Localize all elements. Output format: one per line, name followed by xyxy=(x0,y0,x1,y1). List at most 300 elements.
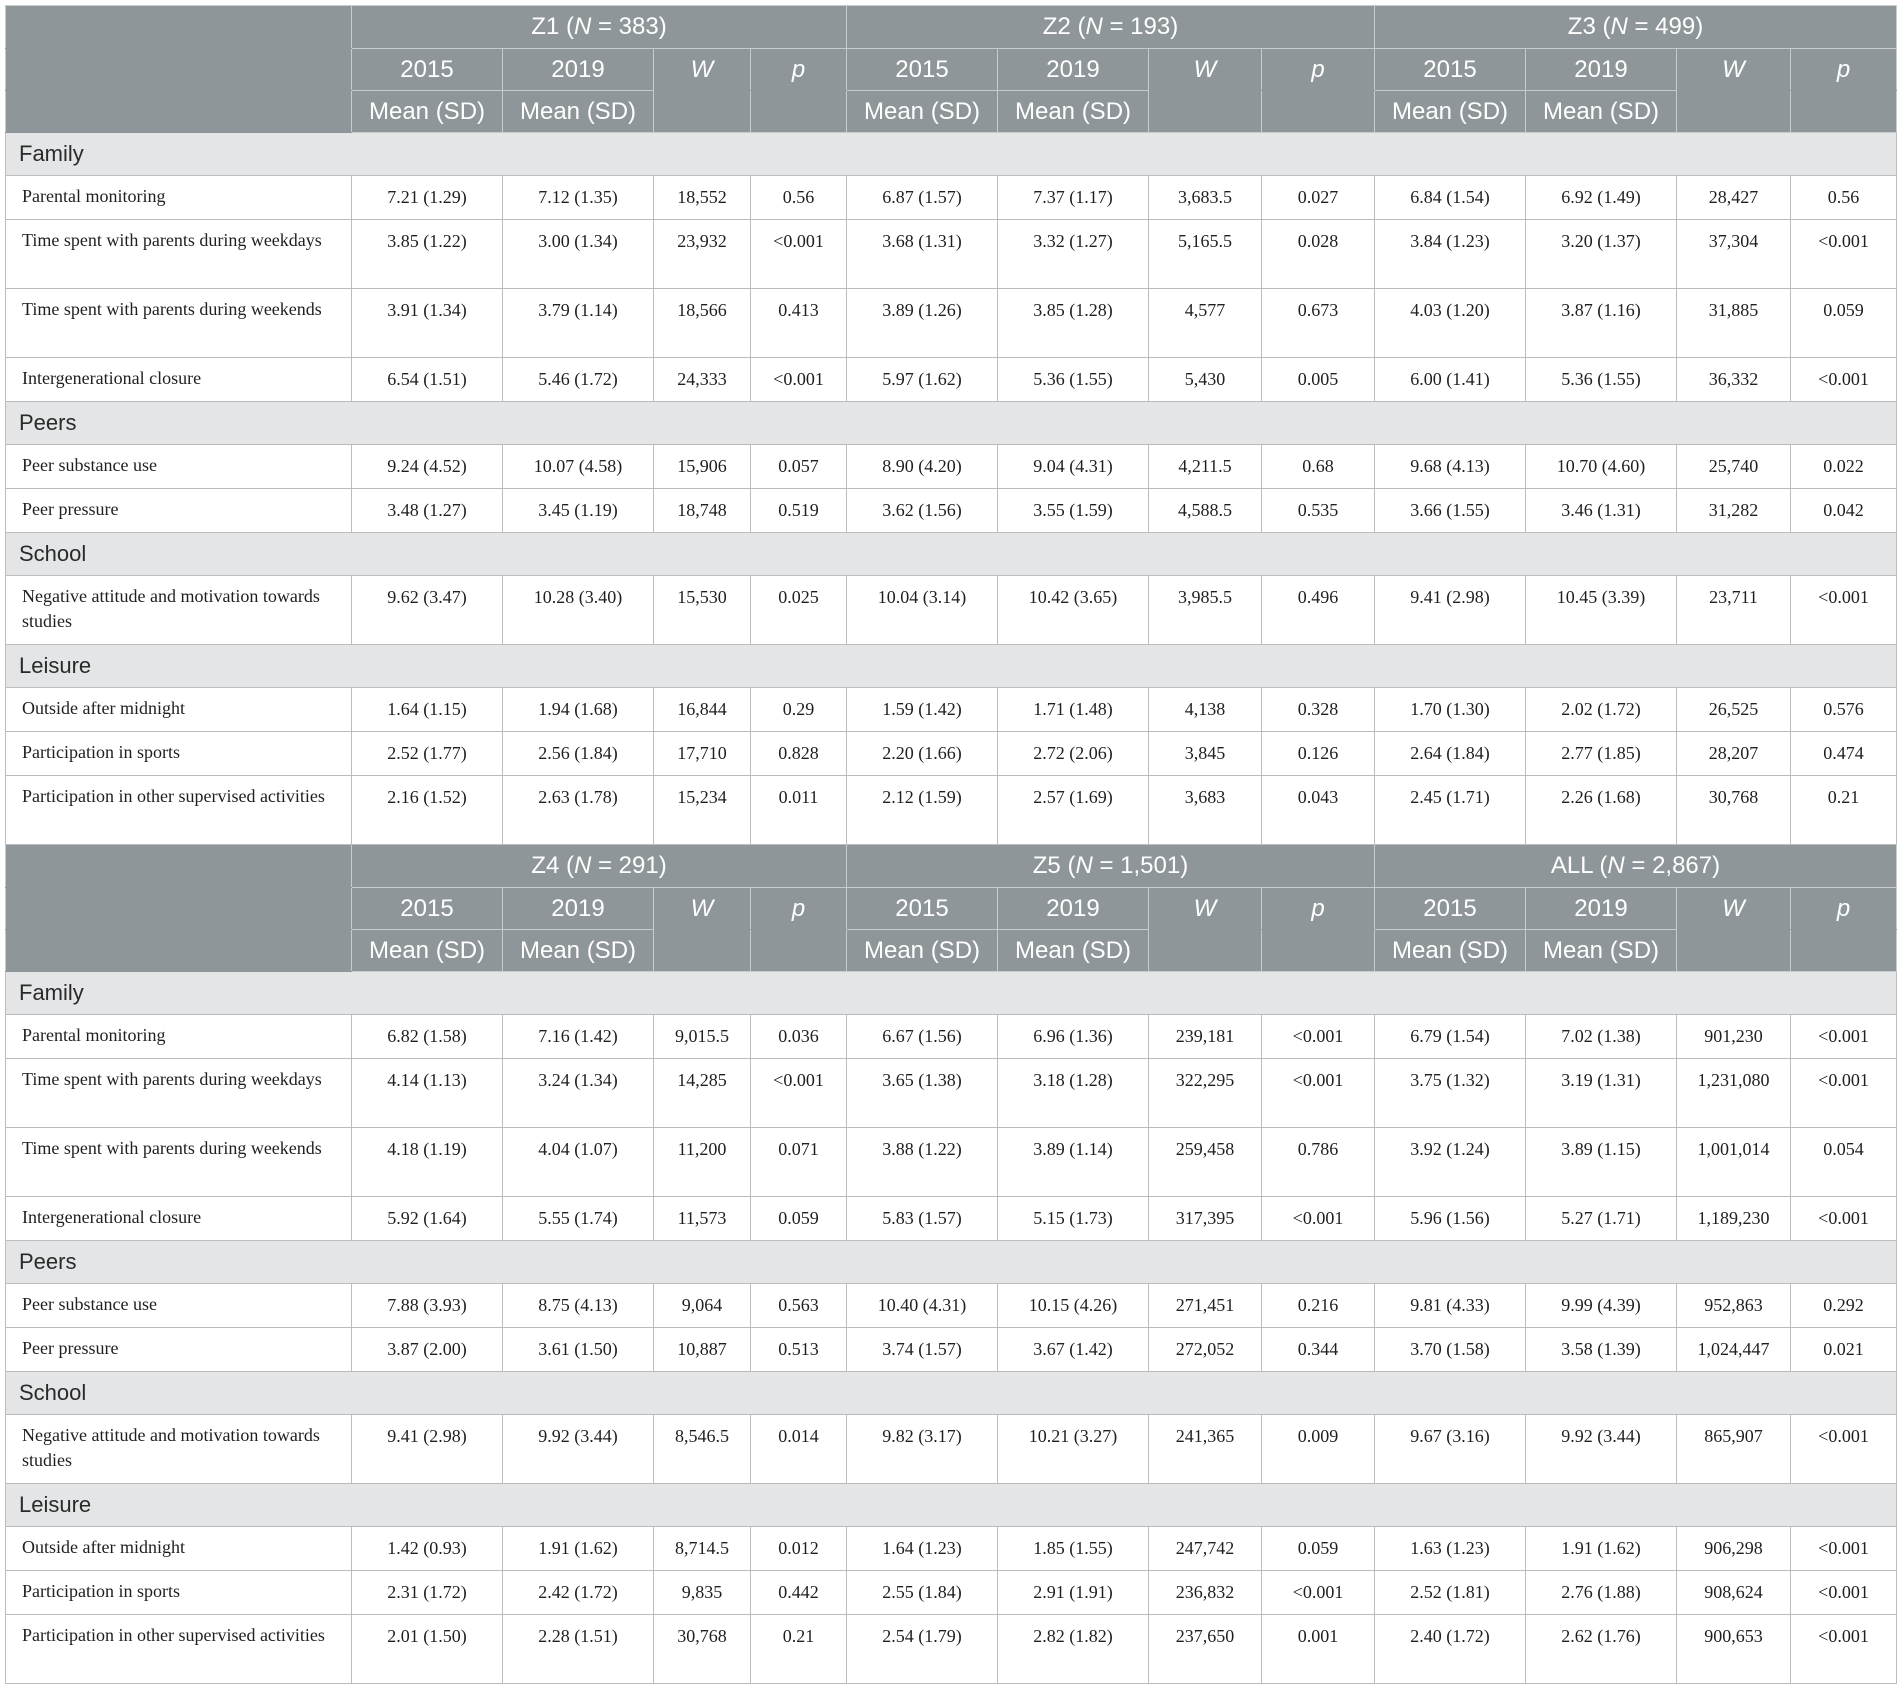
section-title: Family xyxy=(6,133,1897,176)
mean-2019-cell: 2.72 (2.06) xyxy=(998,732,1149,776)
w-value-cell: 908,624 xyxy=(1677,1571,1791,1615)
mean-2015-cell: 7.21 (1.29) xyxy=(352,176,503,220)
mean-2015-cell: 8.90 (4.20) xyxy=(847,445,998,489)
year-header-row xyxy=(6,888,1897,930)
p-value-cell: 0.29 xyxy=(751,688,847,732)
w-value-cell: 3,985.5 xyxy=(1149,576,1262,645)
group-name: Z4 xyxy=(531,852,560,879)
mean-sd-header: Mean (SD) xyxy=(847,930,998,972)
mean-2019-cell: 3.85 (1.28) xyxy=(998,289,1149,358)
w-value-cell: 15,234 xyxy=(654,776,751,845)
year-2015-header xyxy=(352,49,503,91)
w-value-cell: 23,932 xyxy=(654,220,751,289)
table-row xyxy=(6,1197,1897,1241)
mean-2019-cell: 3.89 (1.15) xyxy=(1526,1128,1677,1197)
mean-2015-cell: 1.42 (0.93) xyxy=(352,1527,503,1571)
w-value-cell: 317,395 xyxy=(1149,1197,1262,1241)
mean-2015-cell: 6.82 (1.58) xyxy=(352,1015,503,1059)
p-value-cell: 0.576 xyxy=(1791,688,1897,732)
mean-2015-cell: 1.70 (1.30) xyxy=(1375,688,1526,732)
row-label: Time spent with parents during weekdays xyxy=(6,1059,352,1128)
empty-header-cell xyxy=(751,930,847,972)
w-value-cell: 4,211.5 xyxy=(1149,445,1262,489)
group-sample-size: 1,501 xyxy=(1120,852,1181,879)
row-label: Intergenerational closure xyxy=(6,358,352,402)
p-value-header-text: p xyxy=(791,55,806,83)
w-value-cell: 900,653 xyxy=(1677,1615,1791,1684)
w-value-cell: 1,001,014 xyxy=(1677,1128,1791,1197)
mean-2015-cell: 2.20 (1.66) xyxy=(847,732,998,776)
empty-header-cell xyxy=(1262,930,1375,972)
w-value-cell: 18,748 xyxy=(654,489,751,533)
p-value-cell: <0.001 xyxy=(1262,1571,1375,1615)
statistics-table xyxy=(5,5,1897,1684)
mean-sd-header: Mean (SD) xyxy=(1375,91,1526,133)
section-title: School xyxy=(6,1372,1897,1415)
w-value-cell: 239,181 xyxy=(1149,1015,1262,1059)
p-value-cell: 0.496 xyxy=(1262,576,1375,645)
empty-header-cell xyxy=(1149,930,1262,972)
p-value-cell: <0.001 xyxy=(1791,1415,1897,1484)
mean-2019-cell: 2.28 (1.51) xyxy=(503,1615,654,1684)
mean-sd-header: Mean (SD) xyxy=(1526,930,1677,972)
mean-2015-cell: 2.12 (1.59) xyxy=(847,776,998,845)
mean-2019-cell: 3.87 (1.16) xyxy=(1526,289,1677,358)
section-row-peers xyxy=(6,402,1897,445)
p-value-header-text: p xyxy=(1311,55,1325,83)
row-label: Time spent with parents during weekends xyxy=(6,1128,352,1197)
w-value-cell: 14,285 xyxy=(654,1059,751,1128)
mean-2015-cell: 2.55 (1.84) xyxy=(847,1571,998,1615)
w-value-cell: 3,683.5 xyxy=(1149,176,1262,220)
mean-2015-cell: 1.59 (1.42) xyxy=(847,688,998,732)
empty-header-cell xyxy=(1791,930,1897,972)
p-value-cell: <0.001 xyxy=(1791,220,1897,289)
table-row xyxy=(6,1527,1897,1571)
mean-2019-cell: 2.57 (1.69) xyxy=(998,776,1149,845)
mean-2019-cell: 3.55 (1.59) xyxy=(998,489,1149,533)
w-value-cell: 901,230 xyxy=(1677,1015,1791,1059)
p-value-header-text: p xyxy=(1836,894,1851,922)
group-header-row xyxy=(6,845,1897,888)
mean-2015-cell: 6.84 (1.54) xyxy=(1375,176,1526,220)
group-sample-size: 2,867 xyxy=(1652,852,1713,879)
table-row xyxy=(6,489,1897,533)
p-value-cell: <0.001 xyxy=(1791,1527,1897,1571)
w-value-cell: 15,530 xyxy=(654,576,751,645)
p-value-cell: 0.673 xyxy=(1262,289,1375,358)
year-2015-header xyxy=(1375,888,1526,930)
mean-2019-cell: 3.20 (1.37) xyxy=(1526,220,1677,289)
w-value-cell: 30,768 xyxy=(1677,776,1791,845)
year-2019-header-text: 2019 xyxy=(551,55,605,83)
empty-header-cell xyxy=(1262,91,1375,133)
p-value-header xyxy=(1262,49,1375,91)
mean-2019-cell: 3.58 (1.39) xyxy=(1526,1328,1677,1372)
header-corner-cell xyxy=(6,49,352,91)
mean-2015-cell: 10.40 (4.31) xyxy=(847,1284,998,1328)
mean-2019-cell: 3.32 (1.27) xyxy=(998,220,1149,289)
mean-2019-cell: 2.76 (1.88) xyxy=(1526,1571,1677,1615)
year-2019-header-text: 2019 xyxy=(1046,55,1100,83)
row-label: Participation in other supervised activities xyxy=(6,776,352,845)
mean-2015-cell: 9.67 (3.16) xyxy=(1375,1415,1526,1484)
p-value-cell: 0.442 xyxy=(751,1571,847,1615)
w-value-cell: 271,451 xyxy=(1149,1284,1262,1328)
mean-2015-cell: 3.75 (1.32) xyxy=(1375,1059,1526,1128)
section-row-leisure xyxy=(6,1484,1897,1527)
mean-2019-cell: 3.79 (1.14) xyxy=(503,289,654,358)
w-value-cell: 9,015.5 xyxy=(654,1015,751,1059)
year-2019-header xyxy=(998,888,1149,930)
p-value-cell: <0.001 xyxy=(1791,576,1897,645)
p-value-header-text: p xyxy=(1836,55,1851,83)
mean-sd-header: Mean (SD) xyxy=(1375,930,1526,972)
mean-2015-cell: 9.82 (3.17) xyxy=(847,1415,998,1484)
mean-2019-cell: 3.18 (1.28) xyxy=(998,1059,1149,1128)
header-corner-cell xyxy=(6,6,352,49)
p-value-cell: 0.68 xyxy=(1262,445,1375,489)
mean-2015-cell: 5.96 (1.56) xyxy=(1375,1197,1526,1241)
mean-2019-cell: 1.71 (1.48) xyxy=(998,688,1149,732)
p-value-cell: 0.328 xyxy=(1262,688,1375,732)
mean-2015-cell: 9.41 (2.98) xyxy=(1375,576,1526,645)
group-name: ALL xyxy=(1550,852,1593,879)
mean-2015-cell: 5.92 (1.64) xyxy=(352,1197,503,1241)
w-value-cell: 11,200 xyxy=(654,1128,751,1197)
mean-2019-cell: 2.26 (1.68) xyxy=(1526,776,1677,845)
w-value-cell: 247,742 xyxy=(1149,1527,1262,1571)
mean-2019-cell: 1.91 (1.62) xyxy=(1526,1527,1677,1571)
mean-2015-cell: 2.45 (1.71) xyxy=(1375,776,1526,845)
mean-2015-cell: 3.84 (1.23) xyxy=(1375,220,1526,289)
w-value-cell: 952,863 xyxy=(1677,1284,1791,1328)
w-value-cell: 10,887 xyxy=(654,1328,751,1372)
w-value-cell: 865,907 xyxy=(1677,1415,1791,1484)
mean-2015-cell: 3.70 (1.58) xyxy=(1375,1328,1526,1372)
mean-2019-cell: 7.02 (1.38) xyxy=(1526,1015,1677,1059)
mean-2015-cell: 3.62 (1.56) xyxy=(847,489,998,533)
w-value-cell: 18,566 xyxy=(654,289,751,358)
p-value-cell: 0.005 xyxy=(1262,358,1375,402)
mean-2019-cell: 3.61 (1.50) xyxy=(503,1328,654,1372)
year-2015-header-text: 2015 xyxy=(1423,55,1477,83)
w-statistic-header xyxy=(1149,49,1262,91)
p-value-cell: <0.001 xyxy=(1791,1197,1897,1241)
mean-2015-cell: 2.01 (1.50) xyxy=(352,1615,503,1684)
mean-2019-cell: 9.92 (3.44) xyxy=(503,1415,654,1484)
w-value-cell: 8,714.5 xyxy=(654,1527,751,1571)
p-value-cell: <0.001 xyxy=(1791,1571,1897,1615)
mean-2019-cell: 10.45 (3.39) xyxy=(1526,576,1677,645)
p-value-cell: 0.059 xyxy=(1791,289,1897,358)
mean-2015-cell: 2.64 (1.84) xyxy=(1375,732,1526,776)
mean-2019-cell: 10.21 (3.27) xyxy=(998,1415,1149,1484)
mean-2019-cell: 5.46 (1.72) xyxy=(503,358,654,402)
mean-2019-cell: 5.36 (1.55) xyxy=(998,358,1149,402)
table-row xyxy=(6,220,1897,289)
row-label: Participation in sports xyxy=(6,1571,352,1615)
p-value-cell: 0.786 xyxy=(1262,1128,1375,1197)
mean-2019-cell: 6.92 (1.49) xyxy=(1526,176,1677,220)
w-value-cell: 37,304 xyxy=(1677,220,1791,289)
p-value-cell: 0.563 xyxy=(751,1284,847,1328)
row-label: Peer substance use xyxy=(6,1284,352,1328)
w-value-cell: 5,430 xyxy=(1149,358,1262,402)
group-sample-size: 193 xyxy=(1130,13,1171,40)
empty-header-cell xyxy=(751,91,847,133)
mean-2015-cell: 3.85 (1.22) xyxy=(352,220,503,289)
p-value-cell: 0.071 xyxy=(751,1128,847,1197)
mean-sd-header: Mean (SD) xyxy=(352,930,503,972)
p-value-cell: 0.043 xyxy=(1262,776,1375,845)
w-value-cell: 272,052 xyxy=(1149,1328,1262,1372)
row-label: Peer pressure xyxy=(6,1328,352,1372)
mean-sd-header: Mean (SD) xyxy=(352,91,503,133)
w-value-cell: 241,365 xyxy=(1149,1415,1262,1484)
empty-header-cell xyxy=(1677,930,1791,972)
w-value-cell: 31,282 xyxy=(1677,489,1791,533)
w-statistic-header-text: W xyxy=(690,894,714,922)
w-value-cell: 30,768 xyxy=(654,1615,751,1684)
mean-sd-header: Mean (SD) xyxy=(1526,91,1677,133)
mean-2015-cell: 3.89 (1.26) xyxy=(847,289,998,358)
w-value-cell: 4,588.5 xyxy=(1149,489,1262,533)
header-corner-cell xyxy=(6,888,352,930)
p-value-cell: <0.001 xyxy=(1262,1059,1375,1128)
p-value-cell: 0.021 xyxy=(1791,1328,1897,1372)
section-title: Leisure xyxy=(6,645,1897,688)
table-row xyxy=(6,1571,1897,1615)
header-corner-cell xyxy=(6,845,352,888)
row-label: Peer pressure xyxy=(6,489,352,533)
p-value-cell: 0.057 xyxy=(751,445,847,489)
w-value-cell: 28,427 xyxy=(1677,176,1791,220)
group-header-z2: Z2 (N = 193) xyxy=(847,6,1375,49)
mean-sd-header-row xyxy=(6,930,1897,972)
p-value-cell: 0.025 xyxy=(751,576,847,645)
p-value-cell: <0.001 xyxy=(751,358,847,402)
row-label: Time spent with parents during weekends xyxy=(6,289,352,358)
empty-header-cell xyxy=(654,930,751,972)
mean-2015-cell: 6.87 (1.57) xyxy=(847,176,998,220)
w-statistic-header xyxy=(1149,888,1262,930)
w-value-cell: 237,650 xyxy=(1149,1615,1262,1684)
w-value-cell: 5,165.5 xyxy=(1149,220,1262,289)
p-value-cell: 0.022 xyxy=(1791,445,1897,489)
header-corner-cell xyxy=(6,930,352,972)
mean-2015-cell: 1.63 (1.23) xyxy=(1375,1527,1526,1571)
row-label: Outside after midnight xyxy=(6,1527,352,1571)
w-statistic-header-text: W xyxy=(1722,55,1745,83)
mean-2015-cell: 9.62 (3.47) xyxy=(352,576,503,645)
mean-2015-cell: 2.52 (1.81) xyxy=(1375,1571,1526,1615)
w-value-cell: 3,683 xyxy=(1149,776,1262,845)
w-value-cell: 11,573 xyxy=(654,1197,751,1241)
table-row xyxy=(6,1059,1897,1128)
mean-2015-cell: 1.64 (1.23) xyxy=(847,1527,998,1571)
w-value-cell: 259,458 xyxy=(1149,1128,1262,1197)
p-value-cell: 0.059 xyxy=(1262,1527,1375,1571)
row-label: Time spent with parents during weekdays xyxy=(6,220,352,289)
year-2015-header xyxy=(1375,49,1526,91)
p-value-cell: 0.001 xyxy=(1262,1615,1375,1684)
row-label: Negative attitude and motivation towards studies xyxy=(6,1415,352,1484)
table-row xyxy=(6,576,1897,645)
mean-2019-cell: 2.56 (1.84) xyxy=(503,732,654,776)
p-value-header xyxy=(1791,49,1897,91)
table-row xyxy=(6,1415,1897,1484)
mean-2019-cell: 3.89 (1.14) xyxy=(998,1128,1149,1197)
year-2019-header-text: 2019 xyxy=(1046,894,1100,922)
w-value-cell: 8,546.5 xyxy=(654,1415,751,1484)
section-row-family xyxy=(6,133,1897,176)
mean-2015-cell: 7.88 (3.93) xyxy=(352,1284,503,1328)
p-value-cell: 0.56 xyxy=(1791,176,1897,220)
p-value-cell: 0.027 xyxy=(1262,176,1375,220)
statistics-table-wrapper xyxy=(5,5,1896,1684)
p-value-cell: 0.059 xyxy=(751,1197,847,1241)
section-row-school xyxy=(6,533,1897,576)
year-2019-header xyxy=(1526,49,1677,91)
p-value-header-text: p xyxy=(791,894,806,922)
mean-2019-cell: 3.00 (1.34) xyxy=(503,220,654,289)
mean-2015-cell: 6.00 (1.41) xyxy=(1375,358,1526,402)
mean-2019-cell: 3.19 (1.31) xyxy=(1526,1059,1677,1128)
header-corner-cell xyxy=(6,91,352,133)
year-2019-header-text: 2019 xyxy=(1574,894,1628,922)
mean-2015-cell: 4.14 (1.13) xyxy=(352,1059,503,1128)
w-statistic-header-text: W xyxy=(1193,894,1217,922)
year-header-row xyxy=(6,49,1897,91)
w-value-cell: 4,138 xyxy=(1149,688,1262,732)
mean-2019-cell: 3.46 (1.31) xyxy=(1526,489,1677,533)
mean-2019-cell: 2.02 (1.72) xyxy=(1526,688,1677,732)
year-2015-header xyxy=(847,888,998,930)
year-2015-header xyxy=(352,888,503,930)
w-value-cell: 36,332 xyxy=(1677,358,1791,402)
group-sample-size: 383 xyxy=(618,13,659,40)
p-value-cell: <0.001 xyxy=(751,1059,847,1128)
mean-2015-cell: 3.92 (1.24) xyxy=(1375,1128,1526,1197)
mean-2019-cell: 1.94 (1.68) xyxy=(503,688,654,732)
p-value-cell: 0.513 xyxy=(751,1328,847,1372)
w-value-cell: 906,298 xyxy=(1677,1527,1791,1571)
p-value-cell: 0.042 xyxy=(1791,489,1897,533)
p-value-header xyxy=(1262,888,1375,930)
p-value-cell: 0.011 xyxy=(751,776,847,845)
group-header-z5: Z5 (N = 1,501) xyxy=(847,845,1375,888)
w-value-cell: 24,333 xyxy=(654,358,751,402)
mean-2019-cell: 10.70 (4.60) xyxy=(1526,445,1677,489)
section-title: Leisure xyxy=(6,1484,1897,1527)
p-value-cell: 0.344 xyxy=(1262,1328,1375,1372)
w-value-cell: 3,845 xyxy=(1149,732,1262,776)
mean-2015-cell: 3.74 (1.57) xyxy=(847,1328,998,1372)
year-2019-header xyxy=(998,49,1149,91)
row-label: Intergenerational closure xyxy=(6,1197,352,1241)
row-label: Negative attitude and motivation towards studies xyxy=(6,576,352,645)
p-value-cell: 0.292 xyxy=(1791,1284,1897,1328)
mean-sd-header: Mean (SD) xyxy=(998,91,1149,133)
group-header-all: ALL (N = 2,867) xyxy=(1375,845,1897,888)
mean-2015-cell: 4.18 (1.19) xyxy=(352,1128,503,1197)
mean-2015-cell: 9.41 (2.98) xyxy=(352,1415,503,1484)
p-value-header xyxy=(1791,888,1897,930)
w-statistic-header-text: W xyxy=(1722,894,1745,922)
mean-2015-cell: 2.40 (1.72) xyxy=(1375,1615,1526,1684)
table-row xyxy=(6,1328,1897,1372)
p-value-cell: 0.216 xyxy=(1262,1284,1375,1328)
row-label: Participation in sports xyxy=(6,732,352,776)
table-row xyxy=(6,1015,1897,1059)
year-2019-header-text: 2019 xyxy=(551,894,605,922)
group-header-z1: Z1 (N = 383) xyxy=(352,6,847,49)
p-value-cell: 0.828 xyxy=(751,732,847,776)
year-2015-header-text: 2015 xyxy=(400,894,454,922)
p-value-cell: 0.009 xyxy=(1262,1415,1375,1484)
group-sample-size: 291 xyxy=(618,852,659,879)
w-statistic-header xyxy=(1677,49,1791,91)
w-value-cell: 9,064 xyxy=(654,1284,751,1328)
group-header-z4: Z4 (N = 291) xyxy=(352,845,847,888)
p-value-cell: 0.56 xyxy=(751,176,847,220)
mean-2019-cell: 2.63 (1.78) xyxy=(503,776,654,845)
mean-2015-cell: 10.04 (3.14) xyxy=(847,576,998,645)
mean-2019-cell: 2.62 (1.76) xyxy=(1526,1615,1677,1684)
mean-sd-header: Mean (SD) xyxy=(998,930,1149,972)
w-value-cell: 25,740 xyxy=(1677,445,1791,489)
year-2019-header xyxy=(503,888,654,930)
group-name: Z2 xyxy=(1042,13,1071,40)
row-label: Parental monitoring xyxy=(6,1015,352,1059)
mean-2015-cell: 3.66 (1.55) xyxy=(1375,489,1526,533)
mean-2015-cell: 2.52 (1.77) xyxy=(352,732,503,776)
w-statistic-header xyxy=(1677,888,1791,930)
row-label: Peer substance use xyxy=(6,445,352,489)
w-value-cell: 16,844 xyxy=(654,688,751,732)
mean-2015-cell: 5.83 (1.57) xyxy=(847,1197,998,1241)
section-title: Family xyxy=(6,972,1897,1015)
mean-sd-header-row xyxy=(6,91,1897,133)
p-value-cell: <0.001 xyxy=(751,220,847,289)
w-value-cell: 17,710 xyxy=(654,732,751,776)
w-value-cell: 26,525 xyxy=(1677,688,1791,732)
group-header-z3: Z3 (N = 499) xyxy=(1375,6,1897,49)
p-value-cell: 0.535 xyxy=(1262,489,1375,533)
mean-2015-cell: 5.97 (1.62) xyxy=(847,358,998,402)
table-row xyxy=(6,289,1897,358)
section-title: Peers xyxy=(6,402,1897,445)
w-value-cell: 1,231,080 xyxy=(1677,1059,1791,1128)
mean-2015-cell: 1.64 (1.15) xyxy=(352,688,503,732)
mean-2015-cell: 2.16 (1.52) xyxy=(352,776,503,845)
group-header-row xyxy=(6,6,1897,49)
w-value-cell: 236,832 xyxy=(1149,1571,1262,1615)
mean-2019-cell: 5.55 (1.74) xyxy=(503,1197,654,1241)
table-row xyxy=(6,445,1897,489)
mean-2019-cell: 3.67 (1.42) xyxy=(998,1328,1149,1372)
w-statistic-header-text: W xyxy=(1193,55,1217,83)
year-2019-header xyxy=(503,49,654,91)
w-value-cell: 18,552 xyxy=(654,176,751,220)
mean-2019-cell: 3.24 (1.34) xyxy=(503,1059,654,1128)
mean-2019-cell: 9.92 (3.44) xyxy=(1526,1415,1677,1484)
mean-2015-cell: 3.88 (1.22) xyxy=(847,1128,998,1197)
mean-sd-header: Mean (SD) xyxy=(847,91,998,133)
mean-2019-cell: 10.28 (3.40) xyxy=(503,576,654,645)
mean-2019-cell: 2.77 (1.85) xyxy=(1526,732,1677,776)
